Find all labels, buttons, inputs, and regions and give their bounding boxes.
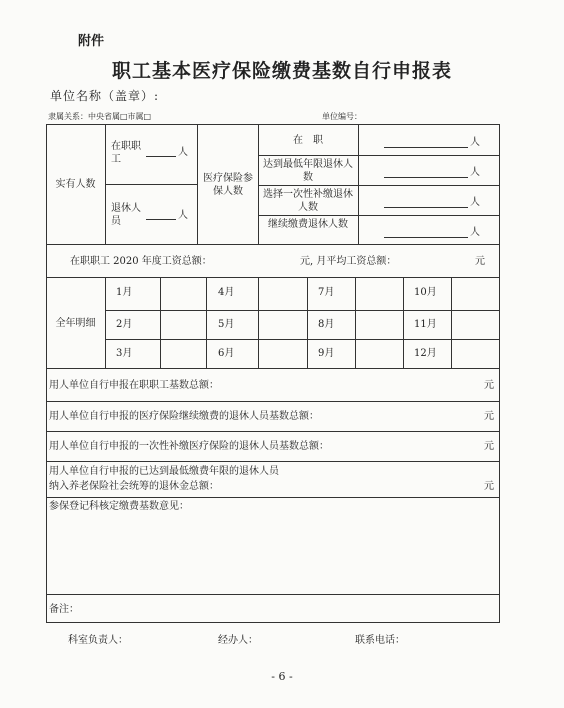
wage-total-label: 在职职工 2020 年度工资总额：	[70, 256, 212, 267]
retired-label: 退休人员	[111, 203, 141, 227]
month-label: 10月	[414, 287, 437, 298]
month-label: 8月	[318, 319, 335, 330]
insured-continuing-field[interactable]	[384, 236, 468, 238]
insured-continuing-unit: 人	[470, 227, 480, 238]
month-label: 11月	[414, 319, 437, 330]
wage-yuan-unit: 元	[475, 256, 485, 267]
month-label: 1月	[116, 287, 133, 298]
month-label: 5月	[218, 319, 235, 330]
insured-row-lumpsum-label: 选择一次性补缴退休人数	[263, 189, 353, 213]
section-head-label: 科室负责人：	[68, 635, 128, 646]
unit-name-label: 单位名称（盖章）:	[50, 89, 160, 103]
month-label: 3月	[116, 348, 133, 359]
declaration-employed-base: 用人单位自行申报在职职工基数总额：	[49, 380, 219, 391]
insured-row-employed-label: 在 职	[293, 135, 323, 146]
opinion-label: 参保登记科核定缴费基数意见：	[49, 501, 189, 512]
handler-label: 经办人：	[218, 635, 258, 646]
month-label: 7月	[318, 287, 335, 298]
insured-label: 医疗保险参保人数	[203, 173, 253, 197]
insured-lumpsum-unit: 人	[470, 197, 480, 208]
unit-number-label: 单位编号：	[322, 112, 362, 121]
monthly-detail-label: 全年明细	[55, 318, 96, 329]
declaration-lumpsum-base: 用人单位自行申报的一次性补缴医疗保险的退休人员基数总额：	[49, 441, 329, 452]
month-label: 12月	[414, 348, 437, 359]
declaration-pension-line1: 用人单位自行申报的已达到最低缴费年限的退休人员	[49, 466, 279, 477]
declaration-pension-unit: 元	[484, 481, 494, 492]
retired-count-field[interactable]	[146, 218, 176, 220]
declaration-continuing-base: 用人单位自行申报的医疗保险继续缴费的退休人员基数总额：	[49, 411, 319, 422]
form-title: 职工基本医疗保险缴费基数自行申报表	[111, 60, 452, 82]
employed-unit: 人	[178, 147, 188, 158]
month-label: 6月	[218, 348, 235, 359]
declaration-continuing-unit: 元	[484, 411, 494, 422]
insured-employed-field[interactable]	[384, 146, 468, 148]
month-label: 2月	[116, 319, 133, 330]
phone-label: 联系电话：	[355, 635, 405, 646]
insured-minyears-field[interactable]	[384, 176, 468, 178]
declaration-lumpsum-unit: 元	[484, 441, 494, 452]
remarks-label: 备注：	[49, 604, 79, 615]
employed-count-field[interactable]	[146, 155, 176, 157]
month-label: 4月	[218, 287, 235, 298]
declaration-employed-unit: 元	[484, 380, 494, 391]
headcount-label: 实有人数	[55, 179, 96, 190]
page-number: - 6 -	[271, 670, 293, 683]
affiliation-label: 隶属关系：中央省属□市属□	[48, 112, 152, 121]
declaration-pension-line2: 纳入养老保险社会统筹的退休金总额：	[49, 481, 219, 492]
insured-lumpsum-field[interactable]	[384, 206, 468, 208]
attachment-label: 附件	[78, 34, 105, 49]
insured-row-minyears-label: 达到最低年限退休人数	[263, 159, 353, 183]
wage-average-label: 元, 月平均工资总额：	[300, 256, 397, 267]
insured-row-continuing-label: 继续缴费退休人数	[268, 219, 348, 230]
insured-employed-unit: 人	[470, 137, 480, 148]
month-label: 9月	[318, 348, 335, 359]
insured-minyears-unit: 人	[470, 167, 480, 178]
employed-label: 在职职工	[111, 141, 141, 165]
retired-unit: 人	[178, 210, 188, 221]
